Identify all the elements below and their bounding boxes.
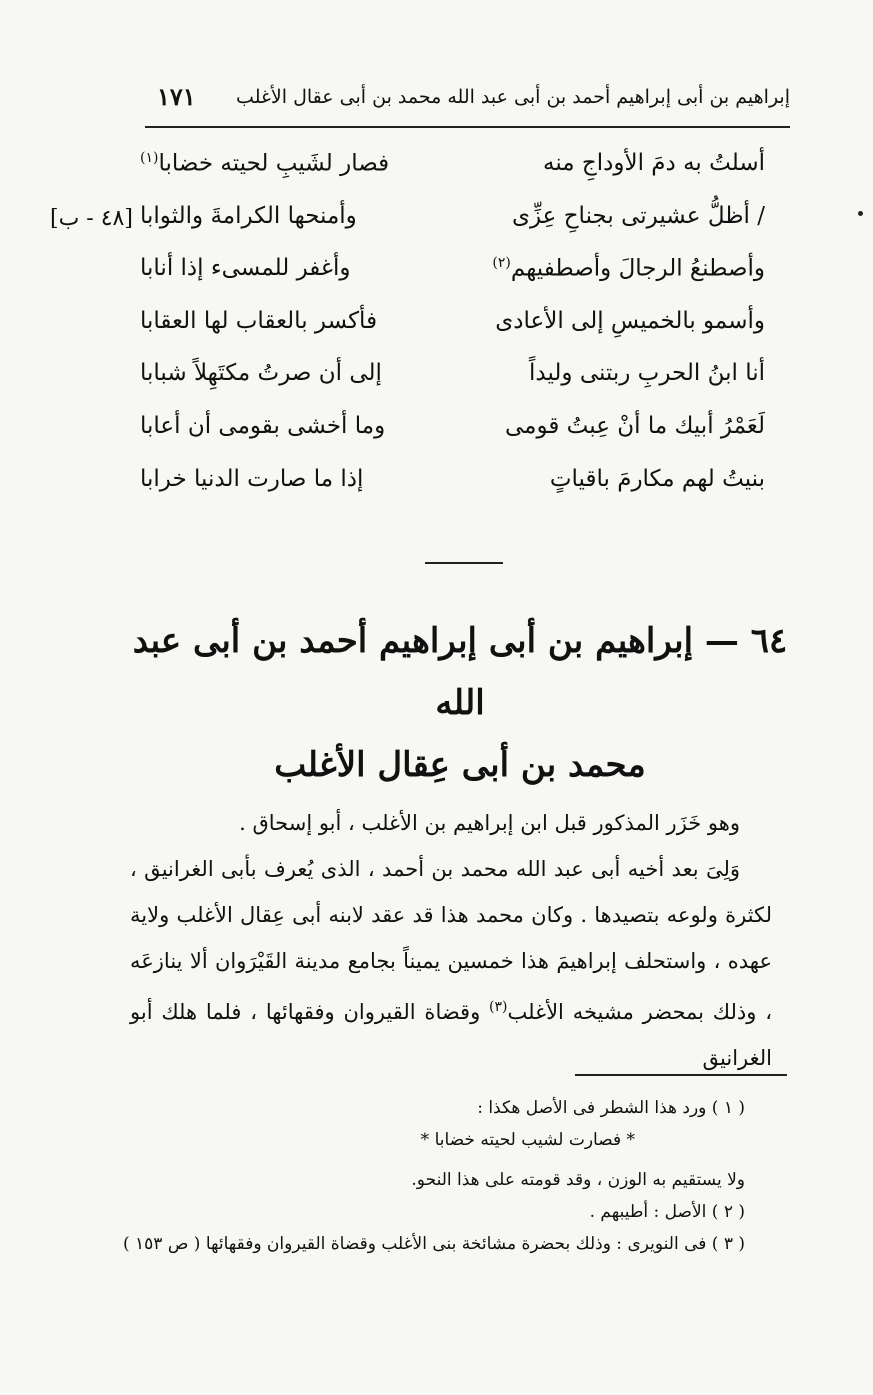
verse-first-hemistich: أنا ابنُ الحربِ ربتنى وليداً: [528, 360, 765, 387]
verse-second-hemistich: فأكسر بالعقاب لها العقابا: [140, 307, 378, 334]
section-heading-line-2: محمد بن أبى عِقال الأغلب: [274, 745, 646, 785]
verse-first-hemistich: أسلتُ به دمَ الأوداجِ منه: [542, 150, 765, 176]
footnote-1-quote: * فصارت لشيب لحيته خضابا *: [420, 1130, 635, 1150]
poem-verse: [140, 403, 765, 456]
body-text: [130, 800, 772, 1081]
section-divider: [425, 562, 503, 564]
verse-first-hemistich: وأسمو بالخميسِ إلى الأعادى: [495, 307, 765, 334]
verse-second-hemistich: وأغفر للمسىء إذا أنابا: [140, 255, 351, 282]
verse-second-hemistich: وأمنحها الكرامةَ والثوابا: [140, 202, 357, 229]
verse-second-hemistich: وما أخشى بقومى أن أعابا: [140, 412, 386, 439]
verse-first-hemistich: بنيتُ لهم مكارمَ باقياتٍ: [549, 465, 765, 492]
footnote-rule: [575, 1074, 787, 1076]
verse-first-hemistich-text: وأصطنعُ الرجالَ وأصطفيهم: [510, 255, 765, 282]
footnote-3: ( ٣ ) فى النويرى : وذلك بحضرة مشائخة بنى الأغلب وقضاة القيروان وفقهائها ( ص ١٥٣ ): [122, 1234, 745, 1254]
footnote-2: ( ٢ ) الأصل : أطيبهم .: [589, 1202, 745, 1222]
section-heading-line-1: ٦٤ — إبراهيم بن أبى إبراهيم أحمد بن أبى عبد الله: [132, 621, 788, 723]
verse-second-hemistich: إلى أن صرتُ مكتَهِلاً شبابا: [140, 360, 382, 387]
footnote-mark: (٢): [492, 255, 511, 272]
verse-first-hemistich: لَعَمْرُ أبيك ما أنْ عِبتُ قومى: [505, 412, 765, 439]
body-paragraph-text: وقضاة القيروان وفقهائها ، فلما هلك أبو الغرانيق: [130, 1000, 772, 1070]
verse-first-hemistich: / أظلُّ عشيرتى بجناحِ عِزِّى: [511, 202, 765, 229]
poem-verse: [140, 245, 765, 298]
verse-first-hemistich: [492, 255, 765, 282]
footnote-1-note: ولا يستقيم به الوزن ، وقد قومته على هذا النحو.: [411, 1170, 745, 1190]
poem-verse: [140, 193, 765, 246]
poem-verse: [140, 298, 765, 351]
stray-ink-dot: [858, 211, 863, 216]
verse-second-hemistich: [140, 150, 389, 177]
footnote-1: ( ١ ) ورد هذا الشطر فى الأصل هكذا :: [477, 1098, 745, 1118]
verse-second-hemistich: إذا ما صارت الدنيا خرابا: [140, 465, 364, 492]
manuscript-folio-note: [٤٨ - ب]: [50, 206, 133, 231]
page-number: ١٧١: [157, 82, 196, 111]
section-heading: [120, 610, 800, 796]
body-paragraph: [130, 846, 772, 1081]
poem-verse: [140, 140, 765, 193]
poem-verse: [140, 350, 765, 403]
verse-second-hemistich-text: فصار لشَيبِ لحيته خضابا: [158, 150, 390, 177]
header-rule: [145, 126, 790, 128]
footnote-mark: (٣): [489, 999, 508, 1015]
running-header: [145, 80, 790, 124]
body-paragraph-text: وَلِىَ بعد أخيه أبى عبد الله محمد بن أحمد ، الذى يُعرف بأبى الغرانيق ، لكثرة ولوعه بتصيدها . وكان محمد هذا قد عقد لابنه أبى عِقال الأغلب ولاية عهده ، واستحلف إبراهيمَ هذا خمسين يميناً بجامع مدينة القَيْرَوان ألا ينازعَه ، وذلك بمحضر مشيخه الأغلب: [130, 857, 772, 1024]
poem: [140, 140, 765, 508]
poem-verse: [140, 456, 765, 509]
body-paragraph: وهو خَزَر المذكور قبل ابن إبراهيم بن الأغلب ، أبو إسحاق .: [239, 811, 740, 835]
running-header-title: إبراهيم بن أبى إبراهيم أحمد بن أبى عبد الله محمد بن أبى عقال الأغلب: [236, 86, 790, 108]
footnotes: [122, 1098, 745, 1266]
footnote-mark: (١): [140, 150, 159, 166]
